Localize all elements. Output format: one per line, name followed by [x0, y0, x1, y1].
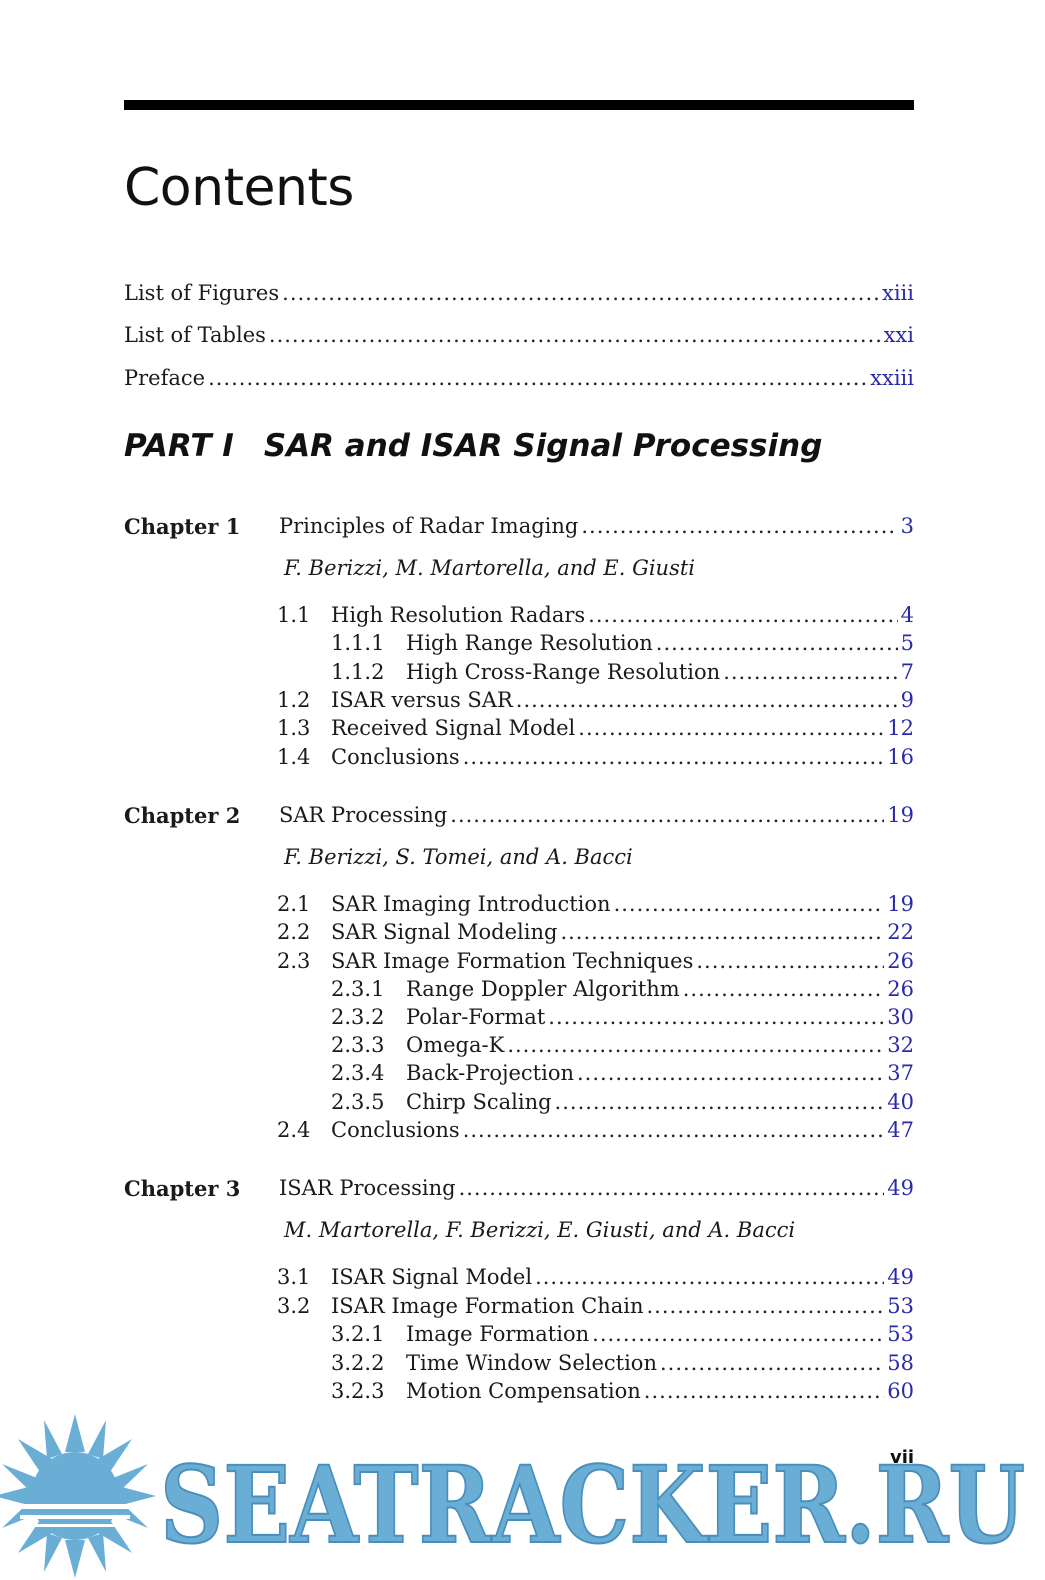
- section-number: 1.3: [277, 716, 311, 740]
- toc-page-link[interactable]: 22: [887, 920, 914, 944]
- section-title: High Cross-Range Resolution: [406, 660, 721, 684]
- leader-dots: [459, 1176, 885, 1200]
- toc-chapter-2[interactable]: [279, 803, 914, 827]
- section-title: Time Window Selection: [406, 1351, 657, 1375]
- section-number: 3.1: [277, 1265, 311, 1289]
- section-title: ISAR Signal Model: [331, 1265, 533, 1289]
- section-number: 1.1.1: [331, 631, 385, 655]
- toc-subsection[interactable]: [331, 1351, 914, 1375]
- chapter-title: Principles of Radar Imaging: [279, 514, 579, 538]
- toc-subsection[interactable]: [331, 631, 914, 655]
- toc-page-link[interactable]: 26: [887, 977, 914, 1001]
- leader-dots: [463, 745, 885, 769]
- section-title: Received Signal Model: [331, 716, 576, 740]
- toc-page-link[interactable]: 16: [887, 745, 914, 769]
- toc-page-link[interactable]: 40: [887, 1090, 914, 1114]
- toc-subsection[interactable]: [331, 1005, 914, 1029]
- toc-page-link[interactable]: 7: [900, 660, 914, 684]
- toc-subsection[interactable]: [331, 1033, 914, 1057]
- section-number: 2.1: [277, 892, 311, 916]
- toc-section[interactable]: [277, 745, 914, 769]
- part-heading: [124, 428, 822, 464]
- toc-section[interactable]: [277, 892, 914, 916]
- leader-dots: [696, 949, 884, 973]
- toc-subsection[interactable]: [331, 1379, 914, 1403]
- toc-page-link[interactable]: 32: [887, 1033, 914, 1057]
- toc-page-link[interactable]: 3: [900, 514, 914, 538]
- leader-dots: [588, 603, 897, 627]
- toc-page-link[interactable]: 53: [887, 1322, 914, 1346]
- section-title: Polar-Format: [406, 1005, 546, 1029]
- leader-dots: [592, 1322, 884, 1346]
- toc-entry-label: List of Tables: [124, 323, 266, 347]
- part-label: PART I: [124, 428, 234, 464]
- leader-dots: [463, 1118, 885, 1142]
- chapter-title: SAR Processing: [279, 803, 448, 827]
- leader-dots: [535, 1265, 884, 1289]
- section-number: 3.2.3: [331, 1379, 385, 1403]
- toc-page-link[interactable]: 49: [887, 1265, 914, 1289]
- leader-dots: [683, 977, 885, 1001]
- toc-page-link[interactable]: xxi: [883, 323, 914, 347]
- section-number: 2.3.3: [331, 1033, 385, 1057]
- leader-dots: [282, 281, 879, 305]
- chapter-label: Chapter 3: [124, 1176, 241, 1201]
- section-number: 2.3.4: [331, 1061, 385, 1085]
- toc-page-link[interactable]: 12: [887, 716, 914, 740]
- watermark-text: SEATRACKER.RU: [160, 1442, 1025, 1567]
- toc-page-link[interactable]: 37: [887, 1061, 914, 1085]
- leader-dots: [656, 631, 898, 655]
- section-title: Omega-K: [406, 1033, 505, 1057]
- section-number: 2.2: [277, 920, 311, 944]
- toc-entry-label: Preface: [124, 366, 206, 390]
- chapter-label: Chapter 1: [124, 514, 241, 539]
- toc-section[interactable]: [277, 1294, 914, 1318]
- section-title: ISAR versus SAR: [331, 688, 513, 712]
- section-title: High Range Resolution: [406, 631, 653, 655]
- toc-page-link[interactable]: 19: [887, 803, 914, 827]
- leader-dots: [560, 920, 884, 944]
- section-title: SAR Signal Modeling: [331, 920, 558, 944]
- toc-subsection[interactable]: [331, 977, 914, 1001]
- toc-page-link[interactable]: xiii: [882, 281, 914, 305]
- toc-page-link[interactable]: 4: [900, 603, 914, 627]
- toc-section[interactable]: [277, 1265, 914, 1289]
- section-number: 2.3.5: [331, 1090, 385, 1114]
- leader-dots: [555, 1090, 885, 1114]
- section-title: SAR Imaging Introduction: [331, 892, 611, 916]
- toc-section[interactable]: [277, 716, 914, 740]
- section-number: 2.4: [277, 1118, 311, 1142]
- toc-section[interactable]: [277, 949, 914, 973]
- section-title: SAR Image Formation Techniques: [331, 949, 694, 973]
- leader-dots: [450, 803, 884, 827]
- section-title: Conclusions: [331, 1118, 460, 1142]
- toc-page-link[interactable]: 5: [900, 631, 914, 655]
- leader-dots: [577, 1061, 884, 1085]
- toc-section[interactable]: [277, 1118, 914, 1142]
- toc-page-link[interactable]: 58: [887, 1351, 914, 1375]
- section-number: 2.3.1: [331, 977, 385, 1001]
- section-title: Motion Compensation: [406, 1379, 641, 1403]
- leader-dots: [269, 323, 881, 347]
- toc-entry-list-of-figures[interactable]: [124, 281, 914, 305]
- section-number: 1.2: [277, 688, 311, 712]
- section-title: Conclusions: [331, 745, 460, 769]
- toc-page-link[interactable]: 19: [887, 892, 914, 916]
- leader-dots: [581, 514, 897, 538]
- page-title: Contents: [124, 158, 354, 218]
- toc-section[interactable]: [277, 688, 914, 712]
- toc-subsection[interactable]: [331, 1061, 914, 1085]
- toc-page-link[interactable]: 60: [887, 1379, 914, 1403]
- toc-subsection[interactable]: [331, 660, 914, 684]
- leader-dots: [548, 1005, 884, 1029]
- toc-subsection[interactable]: [331, 1090, 914, 1114]
- toc-chapter-3[interactable]: [279, 1176, 914, 1200]
- section-number: 2.3.2: [331, 1005, 385, 1029]
- section-title: Chirp Scaling: [406, 1090, 552, 1114]
- section-title: Image Formation: [406, 1322, 590, 1346]
- toc-subsection[interactable]: [331, 1322, 914, 1346]
- toc-page-link[interactable]: xxiii: [870, 366, 914, 390]
- leader-dots: [723, 660, 897, 684]
- chapter-authors: F. Berizzi, S. Tomei, and A. Bacci: [284, 845, 633, 869]
- section-title: High Resolution Radars: [331, 603, 586, 627]
- chapter-label: Chapter 2: [124, 803, 241, 828]
- section-number: 3.2.2: [331, 1351, 385, 1375]
- toc-entry-list-of-tables[interactable]: [124, 323, 914, 347]
- leader-dots: [614, 892, 885, 916]
- section-title: ISAR Image Formation Chain: [331, 1294, 644, 1318]
- leader-dots: [516, 688, 898, 712]
- toc-section[interactable]: [277, 920, 914, 944]
- section-number: 1.1: [277, 603, 311, 627]
- toc-chapter-1[interactable]: [279, 514, 914, 538]
- leader-dots: [578, 716, 884, 740]
- section-number: 1.4: [277, 745, 311, 769]
- toc-page-link[interactable]: 30: [887, 1005, 914, 1029]
- chapter-authors: F. Berizzi, M. Martorella, and E. Giusti: [284, 556, 696, 580]
- section-title: Range Doppler Algorithm: [406, 977, 680, 1001]
- leader-dots: [644, 1379, 884, 1403]
- toc-entry-label: List of Figures: [124, 281, 280, 305]
- toc-page-link[interactable]: 9: [900, 688, 914, 712]
- sun-burst-icon: [0, 1414, 156, 1578]
- toc-page-link[interactable]: 47: [887, 1118, 914, 1142]
- page-number: vii: [890, 1447, 915, 1468]
- toc-page-link[interactable]: 26: [887, 949, 914, 973]
- chapter-authors: M. Martorella, F. Berizzi, E. Giusti, and A. Bacci: [284, 1218, 796, 1242]
- part-title: SAR and ISAR Signal Processing: [263, 428, 823, 464]
- section-title: Back-Projection: [406, 1061, 574, 1085]
- leader-dots: [647, 1294, 885, 1318]
- top-rule: [124, 100, 914, 110]
- toc-page-link[interactable]: 53: [887, 1294, 914, 1318]
- section-number: 3.2: [277, 1294, 311, 1318]
- watermark: [0, 1412, 1045, 1580]
- toc-section[interactable]: [277, 603, 914, 627]
- section-number: 1.1.2: [331, 660, 385, 684]
- leader-dots: [660, 1351, 884, 1375]
- section-number: 2.3: [277, 949, 311, 973]
- leader-dots: [208, 366, 867, 390]
- toc-page-link[interactable]: 49: [887, 1176, 914, 1200]
- chapter-title: ISAR Processing: [279, 1176, 456, 1200]
- leader-dots: [507, 1033, 884, 1057]
- section-number: 3.2.1: [331, 1322, 385, 1346]
- toc-entry-preface[interactable]: [124, 366, 914, 390]
